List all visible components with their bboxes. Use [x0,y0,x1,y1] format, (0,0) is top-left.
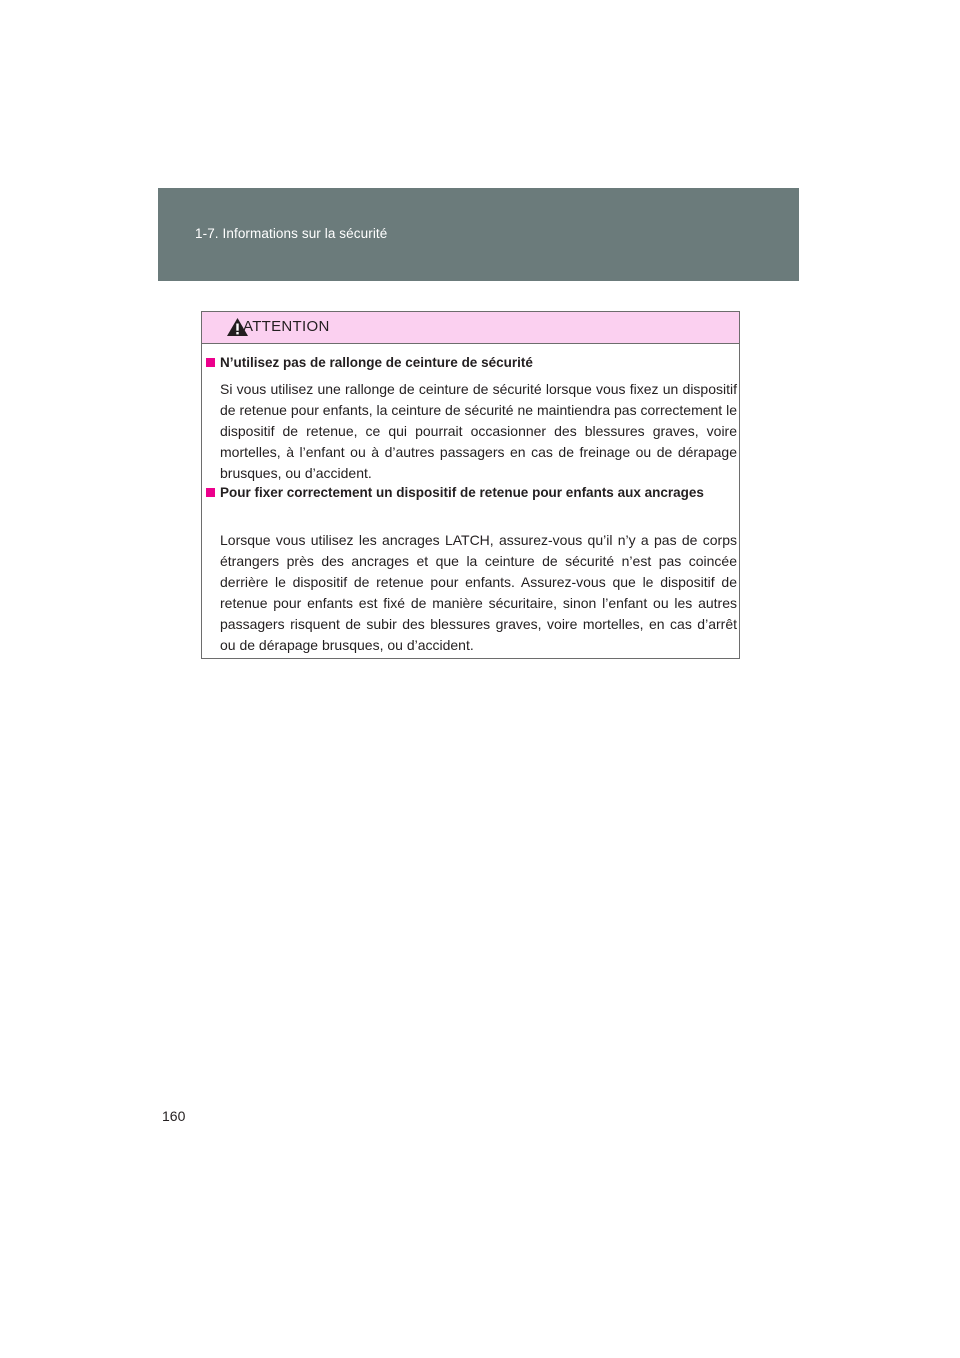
item-heading-text: Pour fixer correctement un dispositif de retenue pour enfants aux ancrages [220,485,704,500]
item-paragraph: Si vous utilisez une rallonge de ceinture de sécurité lorsque vous fixez un dispositif de retenue pour enfants, la ceinture de sécurité ne maintiendra pas correctement le dispositif de retenue, ce qui pourrait occasionner des blessures graves, voire mortelles, à l’enfant ou à d’autres passagers en cas de freinage ou de dérapage brusques, ou d’accident. [220,381,737,481]
section-title: 1-7. Informations sur la sécurité [195,226,388,241]
square-bullet-icon [206,488,215,497]
attention-box [201,311,740,659]
attention-label: ATTENTION [243,318,330,335]
attention-header [202,312,739,344]
item-paragraph: Lorsque vous utilisez les ancrages LATCH, assurez-vous qu’il n’y a pas de corps étrangers près des ancrages et que la ceinture de sécurité n’est pas coincée derrière le dispositif de retenue pour enfants. Assurez-vous que le dispositif de retenue pour enfants est fixé de manière sécuritaire, sinon l’enfant ou les autres passagers risquent de subir des blessures graves, voire mortelles, en cas d’arrêt ou de dérapage brusques, ou d’accident. [220,532,737,653]
item-heading [206,352,734,373]
square-bullet-icon [206,358,215,367]
section-header-band [158,188,799,281]
page-number: 160 [162,1108,186,1124]
item-heading-text: N’utilisez pas de rallonge de ceinture de sécurité [220,355,533,370]
